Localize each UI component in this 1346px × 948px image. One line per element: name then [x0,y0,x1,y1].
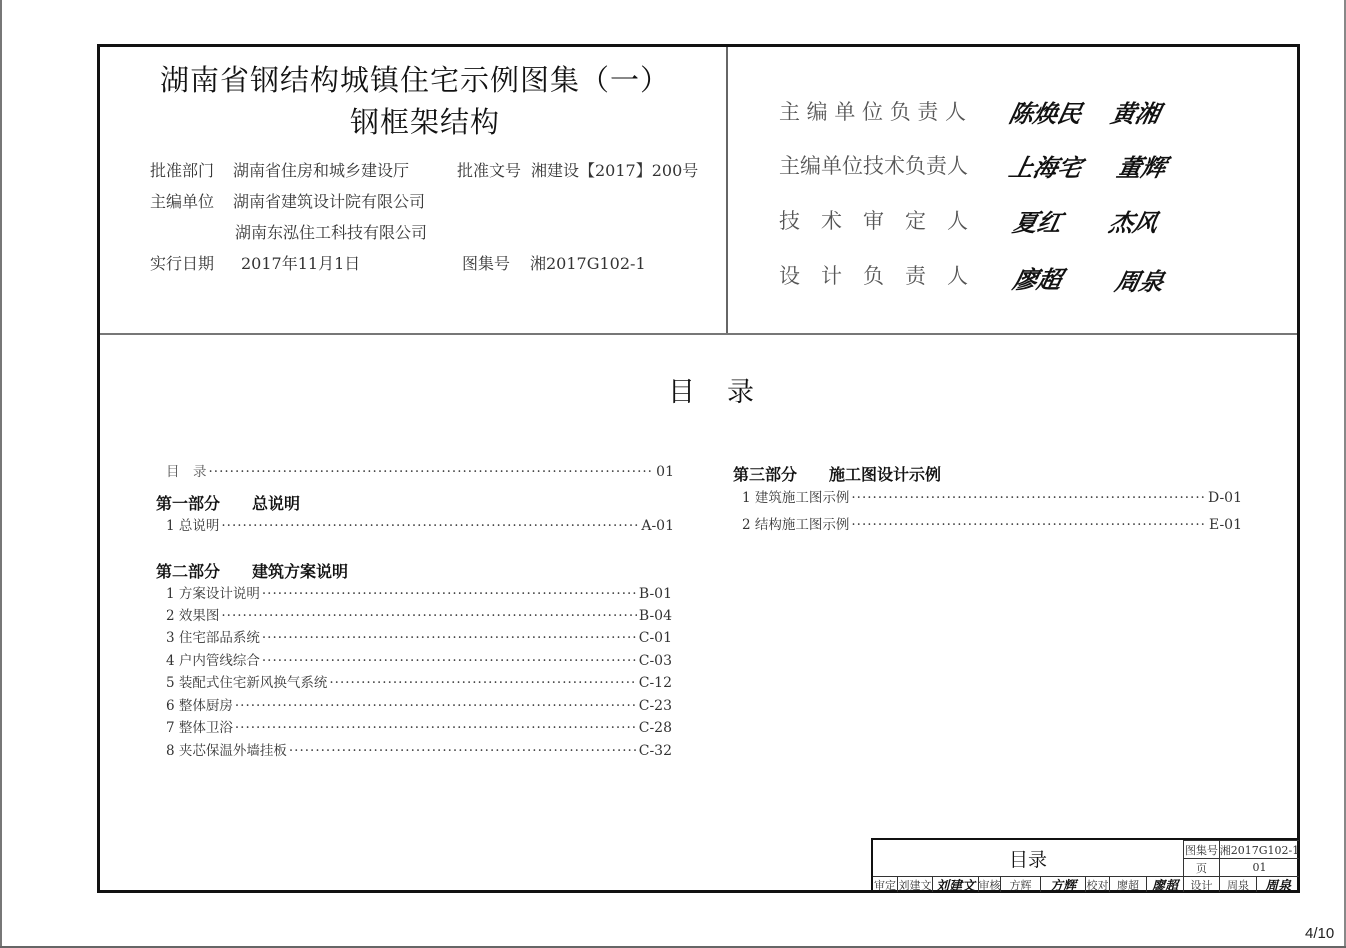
toc-title: 目录 [668,377,786,408]
toc-entry-page: A-01 [641,518,674,534]
approval-doc-label: 批准文号 [457,161,522,180]
toc-entry[interactable] [166,626,672,646]
toc-entry-page: C-12 [638,675,672,691]
toc-entry-page: B-01 [638,586,672,602]
editor-unit-label: 主编单位 [150,192,215,211]
title-block [871,838,1299,892]
leader-dots [851,490,1206,506]
design-signature: 周泉 [1256,876,1299,892]
toc-entry-page: 01 [656,464,674,480]
signature-image: 夏红 [1010,208,1065,237]
toc-entry-label: 6 整体厨房 [166,698,233,714]
toc-entry-page: B-04 [638,608,672,624]
header-horizontal-divider [100,333,1297,335]
toc-entry[interactable] [166,604,672,624]
leader-dots [262,630,637,646]
page-value: 01 [1219,858,1299,876]
toc-entry-label: 2 结构施工图示例 [742,517,850,533]
header-vertical-divider [726,47,728,334]
toc-entry-page: C-23 [638,698,672,714]
toc-entry-label: 5 装配式住宅新风换气系统 [166,675,328,691]
design-label: 设计 [1183,876,1219,892]
atlas-no-label: 图集号 [1183,840,1219,858]
toc-entry[interactable] [166,739,672,759]
role-chief-unit-tech-head: 主编单位技术负责人 [779,154,968,178]
atlas-no-label: 图集号 [462,254,511,273]
editor-unit-value-2: 湖南东泓住工科技有限公司 [235,223,428,242]
atlas-no-value: 湘2017G102-1 [1219,840,1299,858]
design-name: 周泉 [1219,876,1256,892]
signature-image: 董辉 [1114,153,1169,182]
leader-dots [221,608,637,624]
toc-entry-page: C-03 [638,653,672,669]
toc-entry-page: E-01 [1208,517,1242,533]
toc-entry-label: 8 夹芯保温外墙挂板 [166,743,287,759]
role-design-head: 设 计 负 责 人 [779,264,968,288]
role-tech-reviewer: 技 术 审 定 人 [779,209,968,233]
editor-unit-value-1: 湖南省建筑设计院有限公司 [233,192,426,211]
approved-name: 刘建文 [897,876,932,892]
toc-entry-page: D-01 [1207,490,1242,506]
leader-dots [262,653,637,669]
reviewed-name: 方辉 [1000,876,1040,892]
reviewed-signature: 方辉 [1040,876,1085,892]
toc-entry[interactable] [166,649,672,669]
document-title: 湖南省钢结构城镇住宅示例图集（一） [160,63,671,97]
role-chief-unit-head: 主 编 单 位 负 责 人 [779,100,967,124]
toc-entry-label: 1 总说明 [166,518,220,534]
sheet-title: 目录 [1008,848,1047,871]
toc-entry[interactable] [742,513,1242,533]
reviewed-label: 审核 [978,876,1000,892]
signature-image: 周泉 [1112,267,1167,296]
signature-image: 陈焕民 [1006,99,1085,128]
toc-entry-label: 4 户内管线综合 [166,653,260,669]
toc-entry-label: 目 录 [166,464,207,480]
document-subtitle: 钢框架结构 [350,105,501,139]
signature-image: 杰风 [1106,208,1161,237]
toc-entry-label: 1 方案设计说明 [166,586,260,602]
leader-dots [851,517,1207,533]
toc-entry[interactable] [166,514,674,534]
section-heading-part1: 第一部分 总说明 [156,494,301,513]
approval-dept-label: 批准部门 [150,161,215,180]
leader-dots [235,698,637,714]
approved-label: 审定 [873,876,897,892]
toc-entry-label: 3 住宅部品系统 [166,630,260,646]
toc-entry[interactable] [166,671,672,691]
signature-image: 上海宅 [1006,153,1085,182]
checked-name: 廖超 [1109,876,1146,892]
toc-entry[interactable] [166,582,672,602]
toc-entry[interactable] [742,486,1242,506]
leader-dots [329,675,636,691]
checked-label: 校对 [1085,876,1109,892]
section-heading-part2: 第二部分 建筑方案说明 [156,562,349,581]
checked-signature: 廖超 [1146,876,1183,892]
viewer-left-edge [0,0,2,948]
page-indicator: 4/10 [1305,925,1335,942]
toc-entry-label: 7 整体卫浴 [166,720,233,736]
leader-dots [235,720,637,736]
toc-entry-page: C-01 [638,630,672,646]
section-heading-part3: 第三部分 施工图设计示例 [733,465,942,484]
leader-dots [262,586,637,602]
effective-date-label: 实行日期 [150,254,215,273]
toc-entry[interactable] [166,716,672,736]
signature-image: 廖超 [1010,265,1065,294]
toc-entry-page: C-28 [638,720,672,736]
approved-signature: 刘建文 [932,876,978,892]
approval-doc-value: 湘建设【2017】200号 [531,161,699,180]
leader-dots [221,518,639,534]
leader-dots [209,464,655,480]
effective-date-value: 2017年11月1日 [241,254,361,273]
toc-entry-label: 2 效果图 [166,608,220,624]
toc-entry[interactable] [166,694,672,714]
atlas-no-value: 湘2017G102-1 [530,254,646,273]
toc-entry-page: C-32 [638,743,672,759]
toc-entry-contents[interactable] [166,460,674,480]
signature-image: 黄湘 [1108,99,1163,128]
page-label: 页 [1183,858,1219,876]
toc-entry-label: 1 建筑施工图示例 [742,490,850,506]
leader-dots [289,743,637,759]
approval-dept-value: 湖南省住房和城乡建设厅 [233,161,410,180]
